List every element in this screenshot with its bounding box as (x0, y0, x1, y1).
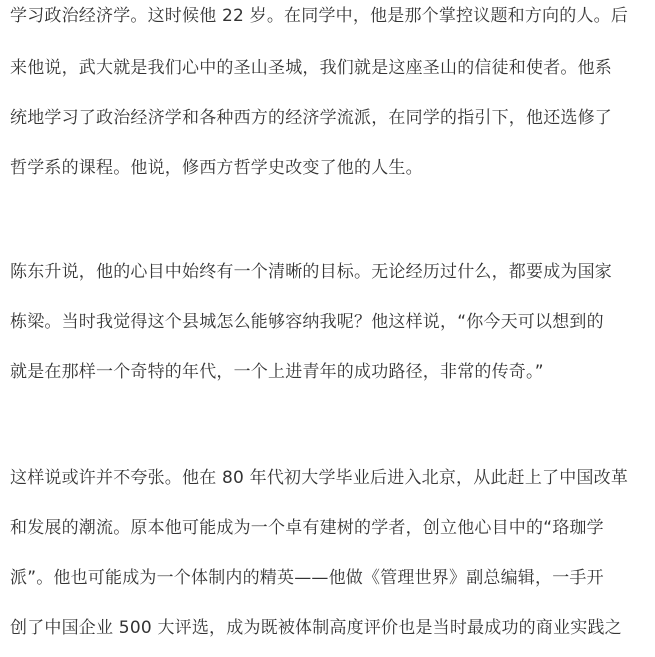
text-line: 派”。他也可能成为一个体制内的精英——他做《管理世界》副总编辑，一手开 (10, 568, 604, 588)
text-line: 来他说，武大就是我们心中的圣山圣城，我们就是这座圣山的信徒和使者。他系 (10, 58, 612, 78)
text-line: 和发展的潮流。原本他可能成为一个卓有建树的学者，创立他心目中的“珞珈学 (10, 518, 604, 538)
text-line: 就是在那样一个奇特的年代，一个上进青年的成功路径，非常的传奇。” (10, 362, 544, 382)
text-line: 统地学习了政治经济学和各种西方的经济学流派，在同学的指引下，他还选修了 (10, 108, 612, 128)
text-line: 创了中国企业 500 大评选，成为既被体制高度评价也是当时最成功的商业实践之 (10, 618, 622, 638)
text-line: 这样说或许并不夸张。他在 80 年代初大学毕业后进入北京，从此赶上了中国改革 (10, 468, 629, 488)
text-line: 陈东升说，他的心目中始终有一个清晰的目标。无论经历过什么，都要成为国家 (10, 262, 612, 282)
text-line: 哲学系的课程。他说，修西方哲学史改变了他的人生。 (10, 158, 423, 178)
text-line: 栋梁。当时我觉得这个县城怎么能够容纳我呢？他这样说，“你今天可以想到的 (10, 312, 604, 332)
text-line: 学习政治经济学。这时候他 22 岁。在同学中，他是那个掌控议题和方向的人。后 (10, 6, 629, 26)
